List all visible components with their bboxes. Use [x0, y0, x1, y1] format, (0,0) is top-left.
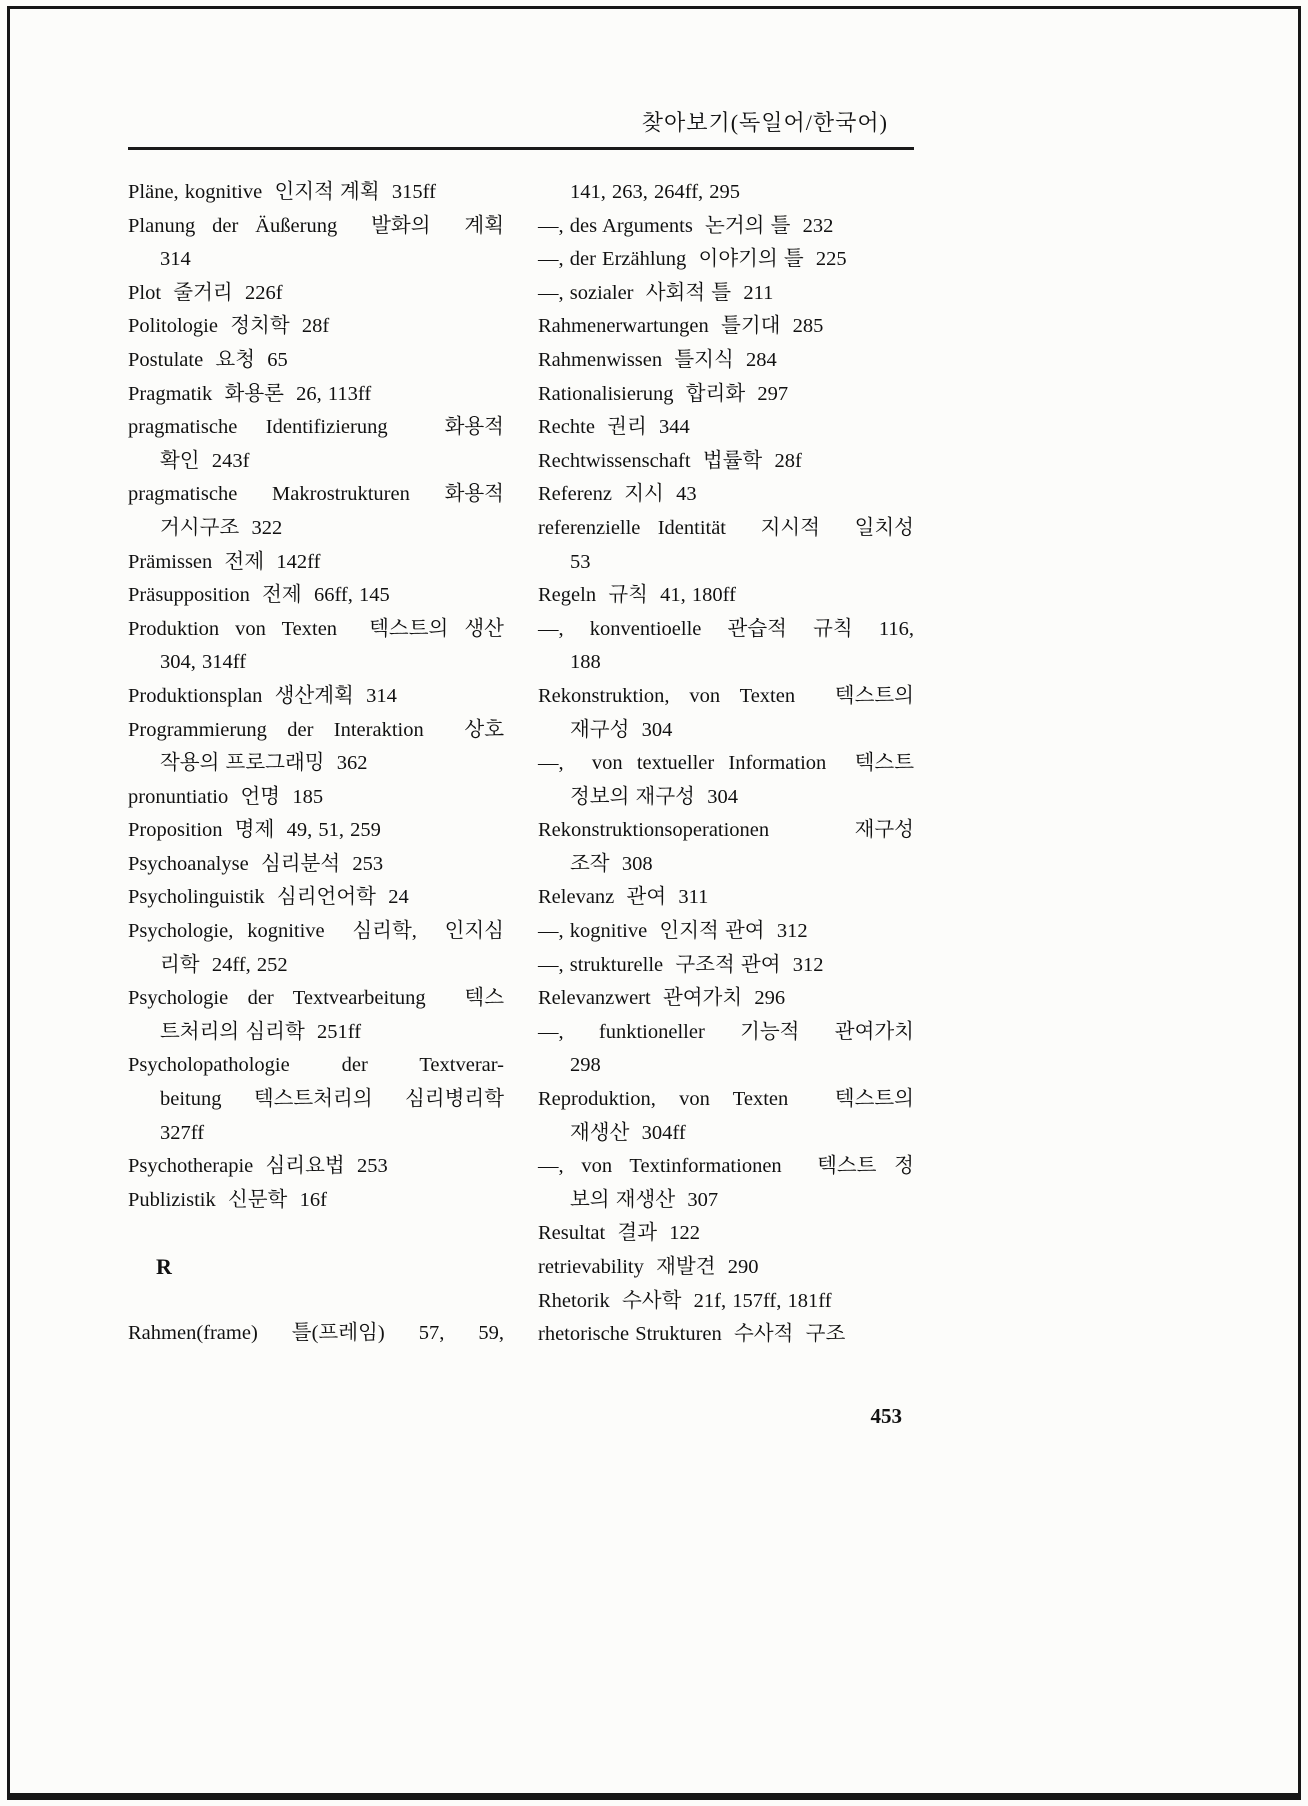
entry-line: Rhetorik 수사학 21f, 157ff, 181ff: [538, 1289, 832, 1312]
entry-line: 조작 308: [570, 852, 653, 875]
index-entry: [538, 1285, 914, 1319]
index-entry: [538, 579, 914, 613]
entry-line: —, von Textinformationen 텍스트 정: [538, 1155, 914, 1178]
index-entry: [538, 1016, 914, 1083]
index-entry: [128, 579, 504, 613]
entry-line: 304, 314ff: [160, 651, 247, 674]
index-entry: [538, 747, 914, 814]
index-entry: [538, 1083, 914, 1150]
index-entry: [128, 310, 504, 344]
section-heading: [128, 1250, 504, 1284]
entry-line: Referenz 지시 43: [538, 483, 697, 506]
entry-line: Rekonstruktion, von Texten 텍스트의: [538, 684, 914, 707]
entry-line: 재구성 304: [570, 718, 673, 741]
entry-line: Plot 줄거리 226f: [128, 281, 283, 304]
entry-line: rhetorische Strukturen 수사적 구조: [538, 1323, 846, 1346]
entry-line: Pläne, kognitive 인지적 계획 315ff: [128, 181, 436, 203]
index-entry: [538, 881, 914, 915]
entry-line: 확인 243f: [160, 449, 250, 472]
index-entry: [538, 176, 914, 210]
index-entry: [128, 277, 504, 311]
index-entry: [128, 378, 504, 412]
entry-line: —, kognitive 인지적 관여 312: [538, 920, 808, 943]
entry-line: Reproduktion, von Texten 텍스트의: [538, 1088, 914, 1111]
entry-line: Präsupposition 전제 66ff, 145: [128, 584, 390, 607]
entry-line: 작용의 프로그래밍 362: [160, 752, 368, 775]
entry-line: —, der Erzählung 이야기의 틀 225: [538, 248, 847, 271]
entry-line: 141, 263, 264ff, 295: [570, 181, 741, 203]
index-entry: [128, 680, 504, 714]
right-column: [538, 176, 914, 1352]
entry-line: Psychotherapie 심리요법 253: [128, 1155, 388, 1178]
entry-line: 리학 24ff, 252: [160, 953, 288, 976]
entry-line: retrievability 재발견 290: [538, 1256, 759, 1278]
entry-line: Psycholopathologie der Textverar-: [128, 1054, 504, 1077]
index-entry: [538, 949, 914, 983]
entry-line: 거시구조 322: [160, 516, 283, 539]
index-columns: [128, 176, 914, 1352]
left-column: [128, 176, 504, 1352]
entry-line: 재생산 304ff: [570, 1121, 686, 1144]
index-entry: [128, 881, 504, 915]
entry-line: Programmierung der Interaktion 상호: [128, 718, 504, 741]
index-entry: [538, 1217, 914, 1251]
entry-line: Produktionsplan 생산계획 314: [128, 684, 397, 707]
entry-line: Rationalisierung 합리화 297: [538, 382, 789, 405]
text-block: [128, 106, 914, 1429]
index-entry: [538, 814, 914, 881]
entry-line: 트처리의 심리학 251ff: [160, 1020, 362, 1043]
entry-line: Rechtwissenschaft 법률학 28f: [538, 449, 802, 472]
index-entry: [538, 243, 914, 277]
index-entry: [538, 310, 914, 344]
entry-line: Regeln 규칙 41, 180ff: [538, 584, 736, 607]
entry-line: Rahmenwissen 틀지식 284: [538, 348, 777, 371]
index-entry: [128, 344, 504, 378]
index-entry: [128, 613, 504, 680]
page-number: 453: [870, 1403, 902, 1428]
entry-line: Rahmen(frame) 틀(프레임) 57, 59,: [128, 1322, 504, 1344]
entry-line: 188: [570, 651, 601, 674]
index-entry: [128, 814, 504, 848]
index-entry: [128, 781, 504, 815]
entry-line: Proposition 명제 49, 51, 259: [128, 819, 381, 842]
entry-line: Rechte 권리 344: [538, 416, 690, 439]
entry-line: beitung 텍스트처리의 심리병리학: [160, 1088, 504, 1111]
index-entry: [128, 915, 504, 982]
index-entry: [538, 344, 914, 378]
entry-line: pragmatische Identifizierung 화용적: [128, 416, 504, 439]
index-entry: [538, 277, 914, 311]
entry-line: R: [156, 1254, 172, 1280]
entry-line: —, strukturelle 구조적 관여 312: [538, 953, 824, 976]
index-entry: [128, 176, 504, 210]
index-entry: [128, 478, 504, 545]
index-entry: [538, 378, 914, 412]
index-entry: [538, 478, 914, 512]
entry-line: Postulate 요청 65: [128, 348, 288, 371]
index-entry: [128, 411, 504, 478]
entry-line: 53: [570, 550, 591, 573]
index-entry: [538, 512, 914, 579]
running-head: [128, 106, 914, 150]
entry-line: Publizistik 신문학 16f: [128, 1188, 327, 1211]
index-entry: [538, 1318, 914, 1352]
index-entry: [538, 411, 914, 445]
entry-line: Psycholinguistik 심리언어학 24: [128, 886, 409, 909]
entry-line: Prämissen 전제 142ff: [128, 550, 321, 573]
entry-line: Relevanzwert 관여가치 296: [538, 987, 786, 1010]
entry-line: 327ff: [160, 1121, 205, 1144]
entry-line: Rekonstruktionsoperationen 재구성: [538, 819, 914, 842]
index-entry: [128, 1317, 504, 1351]
index-entry: [128, 1184, 504, 1218]
entry-line: referenzielle Identität 지시적 일치성: [538, 516, 914, 539]
index-entry: [128, 982, 504, 1049]
entry-line: Produktion von Texten 텍스트의 생산: [128, 617, 504, 640]
index-entry: [128, 546, 504, 580]
entry-line: Pragmatik 화용론 26, 113ff: [128, 382, 372, 405]
entry-line: Rahmenerwartungen 틀기대 285: [538, 315, 824, 338]
index-title: 찾아보기(독일어/한국어): [641, 110, 888, 135]
entry-line: Psychologie der Textvearbeitung 텍스: [128, 987, 504, 1010]
entry-line: 314: [160, 248, 191, 271]
entry-line: —, konventioelle 관습적 규칙 116,: [538, 617, 914, 640]
index-entry: [538, 1251, 914, 1285]
index-entry: [128, 1150, 504, 1184]
entry-line: Politologie 정치학 28f: [128, 315, 330, 338]
entry-line: —, des Arguments 논거의 틀 232: [538, 214, 834, 237]
index-entry: [538, 613, 914, 680]
entry-line: Relevanz 관여 311: [538, 886, 709, 909]
entry-line: —, funktioneller 기능적 관여가치: [538, 1020, 914, 1043]
index-entry: [538, 915, 914, 949]
entry-line: 보의 재생산 307: [570, 1188, 719, 1211]
entry-line: Psychoanalyse 심리분석 253: [128, 852, 384, 875]
index-entry: [538, 982, 914, 1016]
index-entry: [128, 210, 504, 277]
index-entry: [538, 445, 914, 479]
entry-line: 298: [570, 1054, 601, 1077]
entry-line: Planung der Äußerung 발화의 계획: [128, 214, 504, 237]
entry-line: pragmatische Makrostrukturen 화용적: [128, 483, 504, 506]
index-entry: [128, 1049, 504, 1150]
entry-line: —, von textueller Information 텍스트: [538, 752, 914, 775]
entry-line: —, sozialer 사회적 틀 211: [538, 281, 774, 304]
entry-line: 정보의 재구성 304: [570, 785, 738, 808]
index-entry: [128, 848, 504, 882]
index-entry: [128, 714, 504, 781]
entry-line: pronuntiatio 언명 185: [128, 785, 324, 808]
index-entry: [538, 210, 914, 244]
index-entry: [538, 680, 914, 747]
index-entry: [538, 1150, 914, 1217]
entry-line: Resultat 결과 122: [538, 1222, 701, 1245]
entry-line: Psychologie, kognitive 심리학, 인지심: [128, 920, 504, 943]
